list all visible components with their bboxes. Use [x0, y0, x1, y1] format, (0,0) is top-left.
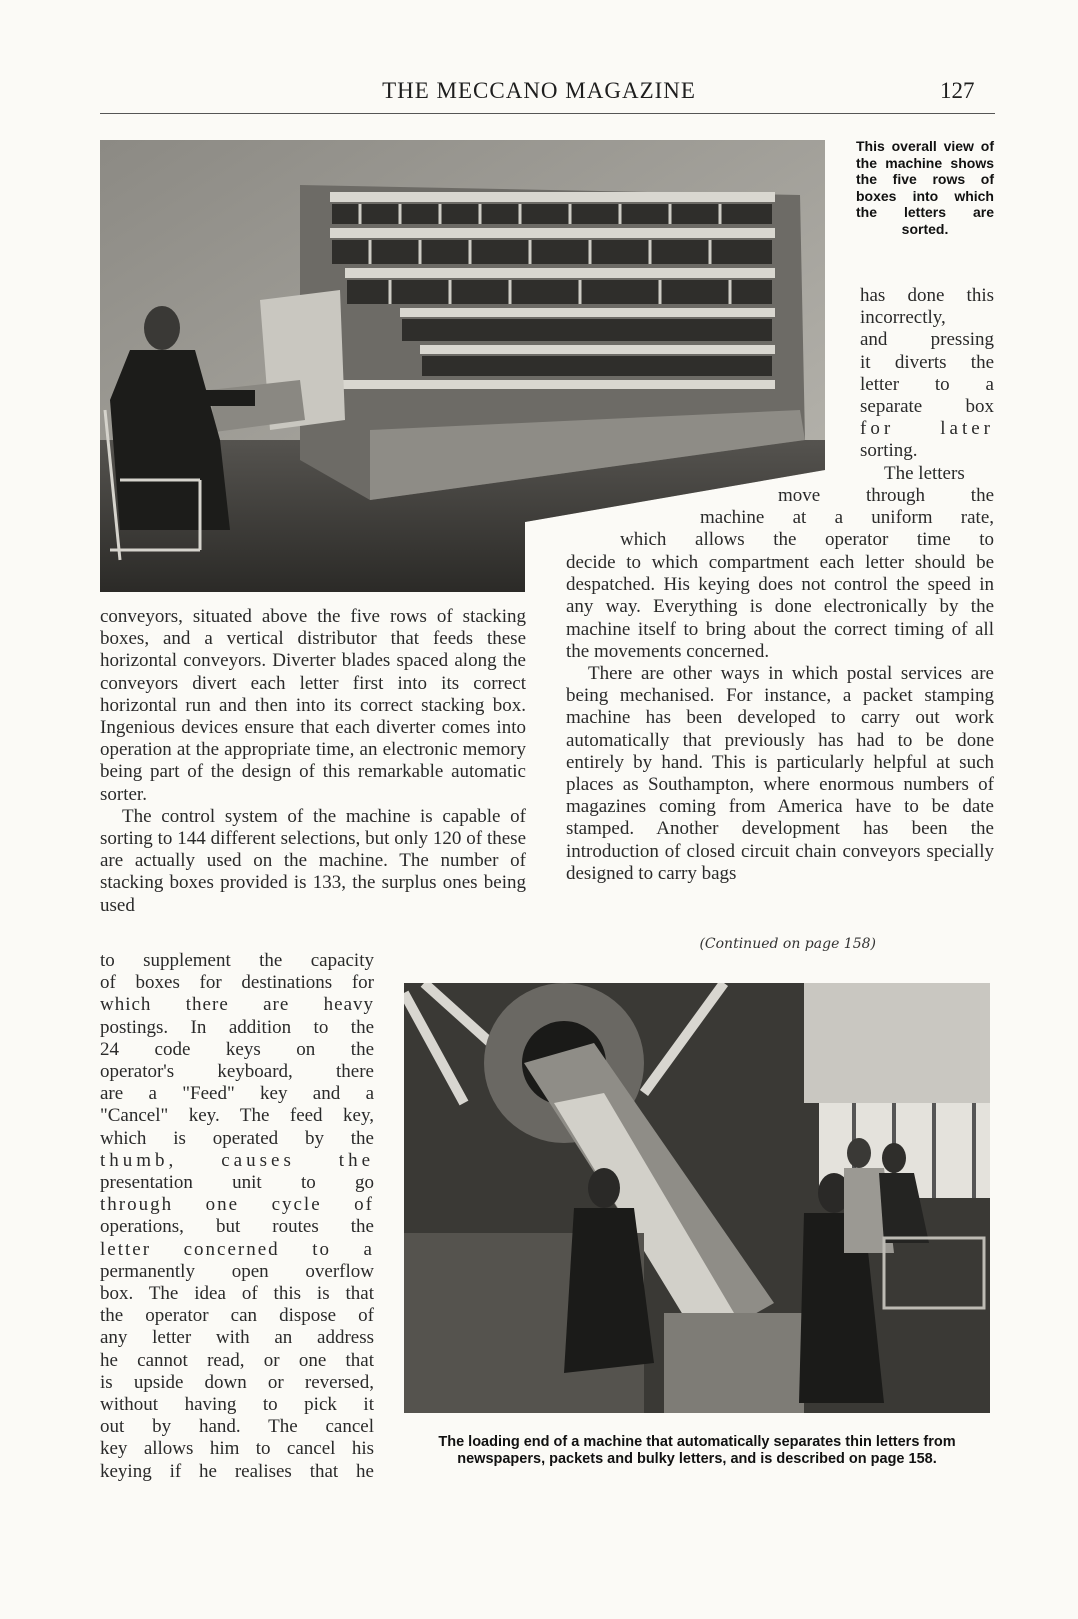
right-para-2: There are other ways in which postal services are being mechanised. For instance, a packet stamping machine has been developed to carry out work automatically that previously has had to be done entirely by hand. This is particularly helpful at such places as Southampton, where enormous numbers of magazines coming from America have to be date stamped. Another development has been the introduction of closed circuit chain conveyors specially designed to carry bags [566, 663, 994, 884]
narrow-line: he cannot read, or one that [100, 1349, 374, 1371]
right-wrap-text [0, 285, 1078, 551]
wrap-line: separate box [860, 396, 994, 418]
narrow-line: which there are heavy [100, 994, 374, 1016]
narrow-line: which is operated by the [100, 1127, 374, 1149]
wrap-line: sorting. [860, 440, 918, 462]
bottom-caption-line-1: The loading end of a machine that automatically separates thin letters from [438, 1434, 956, 1450]
narrow-line: presentation unit to go [100, 1172, 374, 1194]
narrow-line: 24 code keys on the [100, 1038, 374, 1060]
narrow-line: operator's keyboard, there [100, 1061, 374, 1083]
narrow-line: keying if he realises that he [100, 1460, 374, 1482]
narrow-line: to supplement the capacity [100, 950, 374, 971]
wrap-line: The letters [884, 462, 965, 484]
narrow-line: thumb, causes the [100, 1149, 374, 1171]
bottom-photo-caption [400, 1434, 994, 1467]
magazine-title: THE MECCANO MAGAZINE [382, 78, 696, 103]
narrow-line: of boxes for destinations for [100, 972, 374, 994]
wrap-line: incorrectly, [860, 307, 946, 329]
continued-note: (Continued on page 158) [699, 936, 876, 952]
narrow-line: postings. In addition to the [100, 1016, 374, 1038]
page-number: 127 [940, 78, 975, 103]
wrap-line: which allows the operator time to [620, 529, 994, 551]
top-photo-caption: This overall view of the machine shows the five rows of boxes into which the letters are sorted. [856, 138, 994, 237]
narrow-line: key allows him to cancel his [100, 1438, 374, 1460]
narrow-line: operations, but routes the [100, 1216, 374, 1238]
narrow-line: any letter with an address [100, 1327, 374, 1349]
narrow-line: letter concerned to a [100, 1238, 374, 1260]
narrow-line: "Cancel" key. The feed key, [100, 1105, 374, 1127]
left-para-2: The control system of the machine is capable of sorting to 144 different selections, but only 120 of these are actually used on the machine. The number of stacking boxes provided is 133, the surplus ones being used [100, 805, 526, 916]
header-rule [100, 113, 995, 114]
wrap-line: has done this [860, 285, 994, 306]
narrow-line: box. The idea of this is that [100, 1283, 374, 1305]
wrap-line: letter to a [860, 373, 994, 395]
left-column [100, 606, 526, 917]
wrap-line: and pressing [860, 329, 994, 351]
narrow-line: the operator can dispose of [100, 1305, 374, 1327]
bottom-caption-line-2: newspapers, packets and bulky letters, and is described on page 158. [457, 1450, 937, 1467]
narrow-line: without having to pick it [100, 1394, 374, 1416]
narrow-line: out by hand. The cancel [100, 1416, 374, 1438]
wrap-line: move through the [778, 484, 994, 506]
loading-machine-photo [404, 983, 990, 1413]
narrow-line: is upside down or reversed, [100, 1371, 374, 1393]
narrow-line: permanently open overflow [100, 1260, 374, 1282]
right-para-1: decide to which compartment each letter should be despatched. His keying does not control the speed in any way. Everything is done electronically by the machine itself to bring about the correct timing of all the movements concerned. [566, 552, 994, 662]
right-column [566, 552, 994, 885]
narrow-line: through one cycle of [100, 1194, 374, 1216]
left-para-1: conveyors, situated above the five rows of stacking boxes, and a vertical distributor that feeds these horizontal conveyors. Diverter blades spaced along the conveyors divert each letter first into its correct horizontal run and then into its correct stacking box. Ingenious devices ensure that each diverter comes into operation at the appropriate time, an electronic memory being part of the design of this remarkable automatic sorter. [100, 606, 526, 805]
wrap-line: machine at a uniform rate, [700, 507, 994, 529]
wrap-line: it diverts the [860, 351, 994, 373]
narrow-line: are a "Feed" key and a [100, 1083, 374, 1105]
left-narrow-column [100, 950, 374, 1483]
wrap-line: for later [860, 418, 994, 440]
